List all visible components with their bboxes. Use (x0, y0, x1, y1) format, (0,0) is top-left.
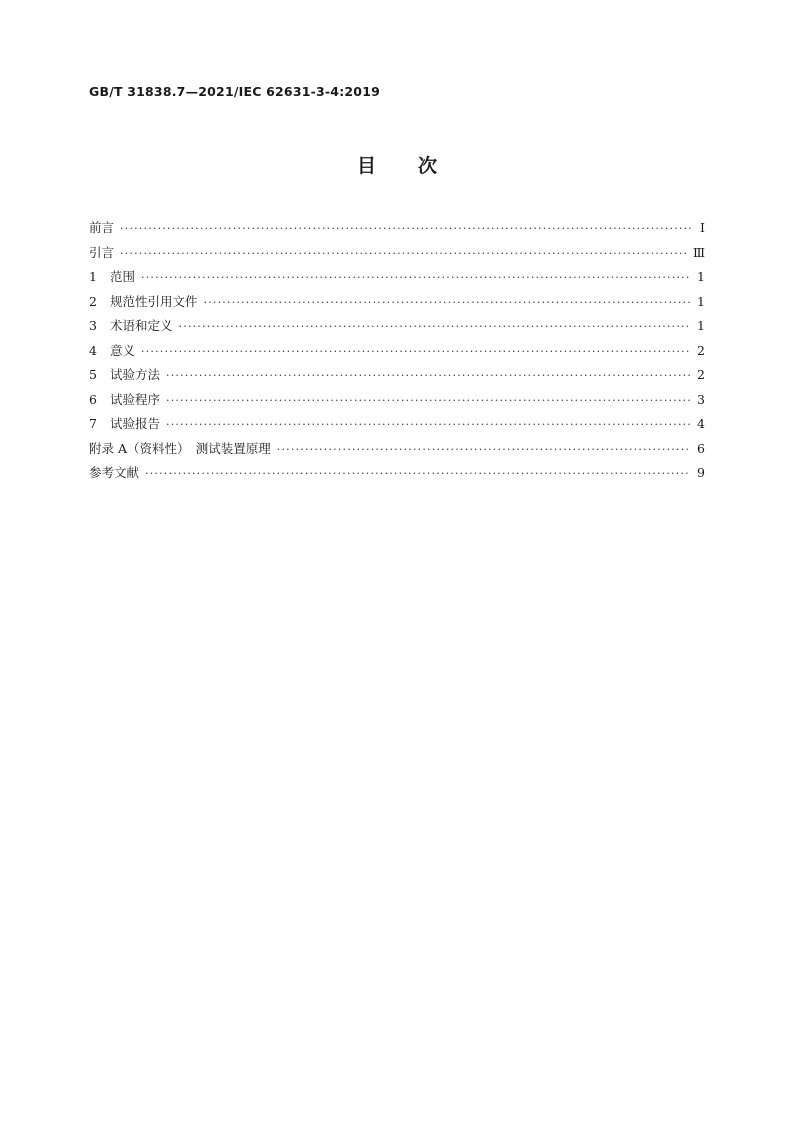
toc-page-number: 1 (697, 269, 705, 284)
toc-dot-leader (120, 242, 689, 267)
toc-page-number: Ⅰ (700, 220, 705, 235)
toc-section-number: 3 (89, 318, 97, 333)
toc-entry-text: 试验报告 (110, 416, 161, 431)
toc-dot-leader (166, 413, 691, 438)
toc-dot-leader (166, 364, 691, 389)
toc-page-number: Ⅲ (692, 244, 705, 260)
toc-entry-text: 前言 (89, 220, 115, 235)
toc-page-number: 3 (697, 391, 705, 407)
toc-entry-text: 意义 (110, 342, 136, 358)
standard-number-header: GB/T 31838.7—2021/IEC 62631-3-4:2019 (89, 84, 380, 99)
toc-entry-text: 试验方法 (110, 367, 161, 382)
toc-entry-test-procedure[interactable] (89, 388, 705, 413)
toc-section-number: 2 (89, 293, 97, 309)
toc-entry-test-report[interactable] (89, 412, 705, 437)
toc-entry-bibliography[interactable] (89, 461, 705, 486)
toc-entry-introduction[interactable] (89, 241, 705, 266)
toc-entry-text: 引言 (89, 244, 115, 260)
toc-section-number: 5 (89, 367, 97, 382)
toc-page-number: 1 (697, 318, 705, 333)
toc-entry-text: 参考文献 (89, 465, 140, 480)
toc-entry-text: 规范性引用文件 (110, 293, 198, 309)
toc-page-number: 2 (697, 342, 705, 358)
toc-entry-foreword[interactable] (89, 216, 705, 241)
toc-entry-text: 术语和定义 (110, 318, 173, 333)
toc-dot-leader (166, 389, 691, 414)
toc-section-number: 4 (89, 342, 97, 358)
toc-entry-scope[interactable] (89, 265, 705, 290)
toc-page-number: 1 (697, 293, 705, 309)
toc-entry-annex-a[interactable] (89, 437, 705, 462)
toc-page-number: 9 (697, 465, 705, 480)
toc-entry-test-method[interactable] (89, 363, 705, 388)
toc-section-number: 6 (89, 391, 97, 407)
toc-dot-leader (145, 462, 691, 487)
toc-dot-leader (141, 340, 691, 365)
toc-dot-leader (204, 291, 691, 316)
toc-entry-text: 附录 A（资料性） 测试装置原理 (89, 440, 271, 456)
toc-page-number: 6 (697, 440, 705, 456)
toc-dot-leader (179, 315, 691, 340)
toc-section-number: 1 (89, 269, 97, 284)
toc-dot-leader (141, 266, 691, 291)
toc-page-number: 4 (697, 416, 705, 431)
toc-entry-text: 范围 (110, 269, 136, 284)
toc-dot-leader (120, 217, 691, 242)
toc-page-number: 2 (697, 367, 705, 382)
page-title: 目次 (356, 155, 479, 177)
toc-entry-terms-definitions[interactable] (89, 314, 705, 339)
toc-entry-text: 试验程序 (110, 391, 161, 407)
table-of-contents (89, 216, 705, 486)
toc-entry-normative-references[interactable] (89, 290, 705, 315)
toc-section-number: 7 (89, 416, 97, 431)
toc-entry-significance[interactable] (89, 339, 705, 364)
toc-dot-leader (277, 438, 691, 463)
